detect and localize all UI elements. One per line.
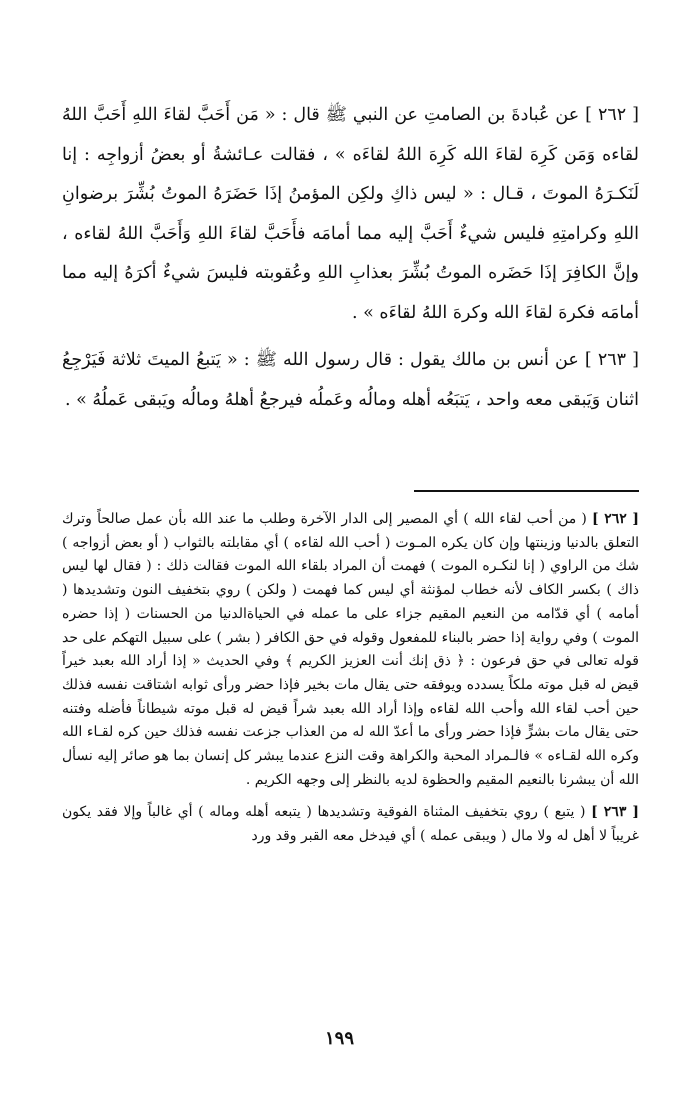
hadith-263 <box>62 341 639 420</box>
commentary-number-263: [ ٢٦٣ ] <box>591 804 640 821</box>
separator-line <box>414 490 639 492</box>
commentary-section <box>62 508 639 849</box>
commentary-number-262: [ ٢٦٢ ] <box>592 511 640 527</box>
commentary-262 <box>62 508 639 792</box>
page-number: ١٩٩ <box>324 1028 354 1049</box>
commentary-263 <box>62 801 639 848</box>
hadith-262-text: عن عُبادةَ بن الصامتِ عن النبي ﷺ قال : « مَن أَحَبَّ لقاءَ اللهِ أَحَبَّ اللهُ لقاءه وَمَن كَرِهَ لقاءَ الله كَرِهَ اللهُ لقاءَه » ، فقالت عـائشةُ أو بعضُ أزواجِه : إنا لَنَكـرَهُ الموتَ ، قـال : « ليس ذاكِ ولكِن المؤمنُ إذَا حَضَرَهُ الموتُ بُشِّرَ برضوانِ اللهِ وكرامتِهِ فليس شيءٌ أَحَبَّ إليه مما أمامَه فأَحَبَّ لقاءَ اللهِ وَأَحَبَّ اللهُ لقاءه ، وإنَّ الكافِرَ إذَا حَضَره الموتُ بُشِّرَ بعذابِ اللهِ وعُقوبته فليسَ شيءٌ أكرَهُ إليه مما أمامَه فكرهَ لقاءَ الله وكرهَ اللهُ لقاءَه » . <box>62 105 639 323</box>
hadith-number-263: [ ٢٦٣ ] <box>584 350 640 370</box>
hadith-263-text: عن أنس بن مالك يقول : قال رسول الله ﷺ : « يَتبعُ الميتَ ثلاثة فَيَرْجِعُ اثنان وَيَبقى معه واحد ، يَتبَعُه أهله ومالُه وعَملُه فيرجعُ أهلهُ ومالُه ويَبقى عَملُهُ » . <box>62 350 639 410</box>
hadith-262 <box>62 96 639 333</box>
hadith-number-262: [ ٢٦٢ ] <box>585 105 639 125</box>
hadith-text-section <box>62 96 639 420</box>
commentary-262-text: ( من أحب لقاء الله ) أي المصير إلى الدار الآخرة وطلب ما عند الله بأن عمل صالحاً وترك التعلق بالدنيا وزينتها وإن كان يكره المـوت ( أحب الله لقاءه ) أي مقابلته بالثواب ( أو بعض أزواجه ) شك من الراوي ( إنا لنكـره الموت ) فهمت أن المراد بلقاء الله الموت فقالت ذلك : ( فقال لها ليس ذاك ) بكسر الكاف لأنه خطاب لمؤنثة أي ليس كما فهمت ( ولكن ) روي بتخفيف النون وتشديدها ( أمامه ) أي قدّامه من النعيم المقيم جزاء على ما عمله في الحياةالدنيا من الحسنات ( إذا حضره الموت ) وفي رواية إذا حضر بالبناء للمفعول وقوله في حق الكافر ( بشر ) على سبيل التهكم على حد قوله تعالى في حق فرعون : ﴿ ذق إنك أنت العزيز الكريم ﴾ وفي الحديث « إذا أراد الله بعبد خيراً قيض له قبل موته ملكاً يسدده ويوفقه حتى يقال مات بخير فإذا حضر ورأى ثوابه اشتاقت نفسه فذلك حين أحب لقاء الله وأحب الله لقاءه وإذا أراد الله بعبد شراً قيض له قبل موته شيطاناً فأضله وفتنه حتى يقال مات بشرٍّ فإذا حضر ورأى ما أعدّ الله له من العذاب جزعت نفسه فذلك حين كره لقـاء الله وكره الله لقـاءه » فالـمراد المحبة والكراهة وقت النزع عندما يبشر كل إنسان بما هو صائر إليه نسأل الله أن يبشرنا بالنعيم المقيم والحظوة لديه بالنظر إلى وجهه الكريم . <box>62 511 640 788</box>
commentary-263-text: ( يتبع ) روي بتخفيف المثناة الفوقية وتشديدها ( يتبعه أهله وماله ) أي غالباً وإلا فقد يكون غريباً لا أهل له ولا مال ( ويبقى عمله ) أي فيدخل معه القبر وقد ورد <box>62 804 639 845</box>
